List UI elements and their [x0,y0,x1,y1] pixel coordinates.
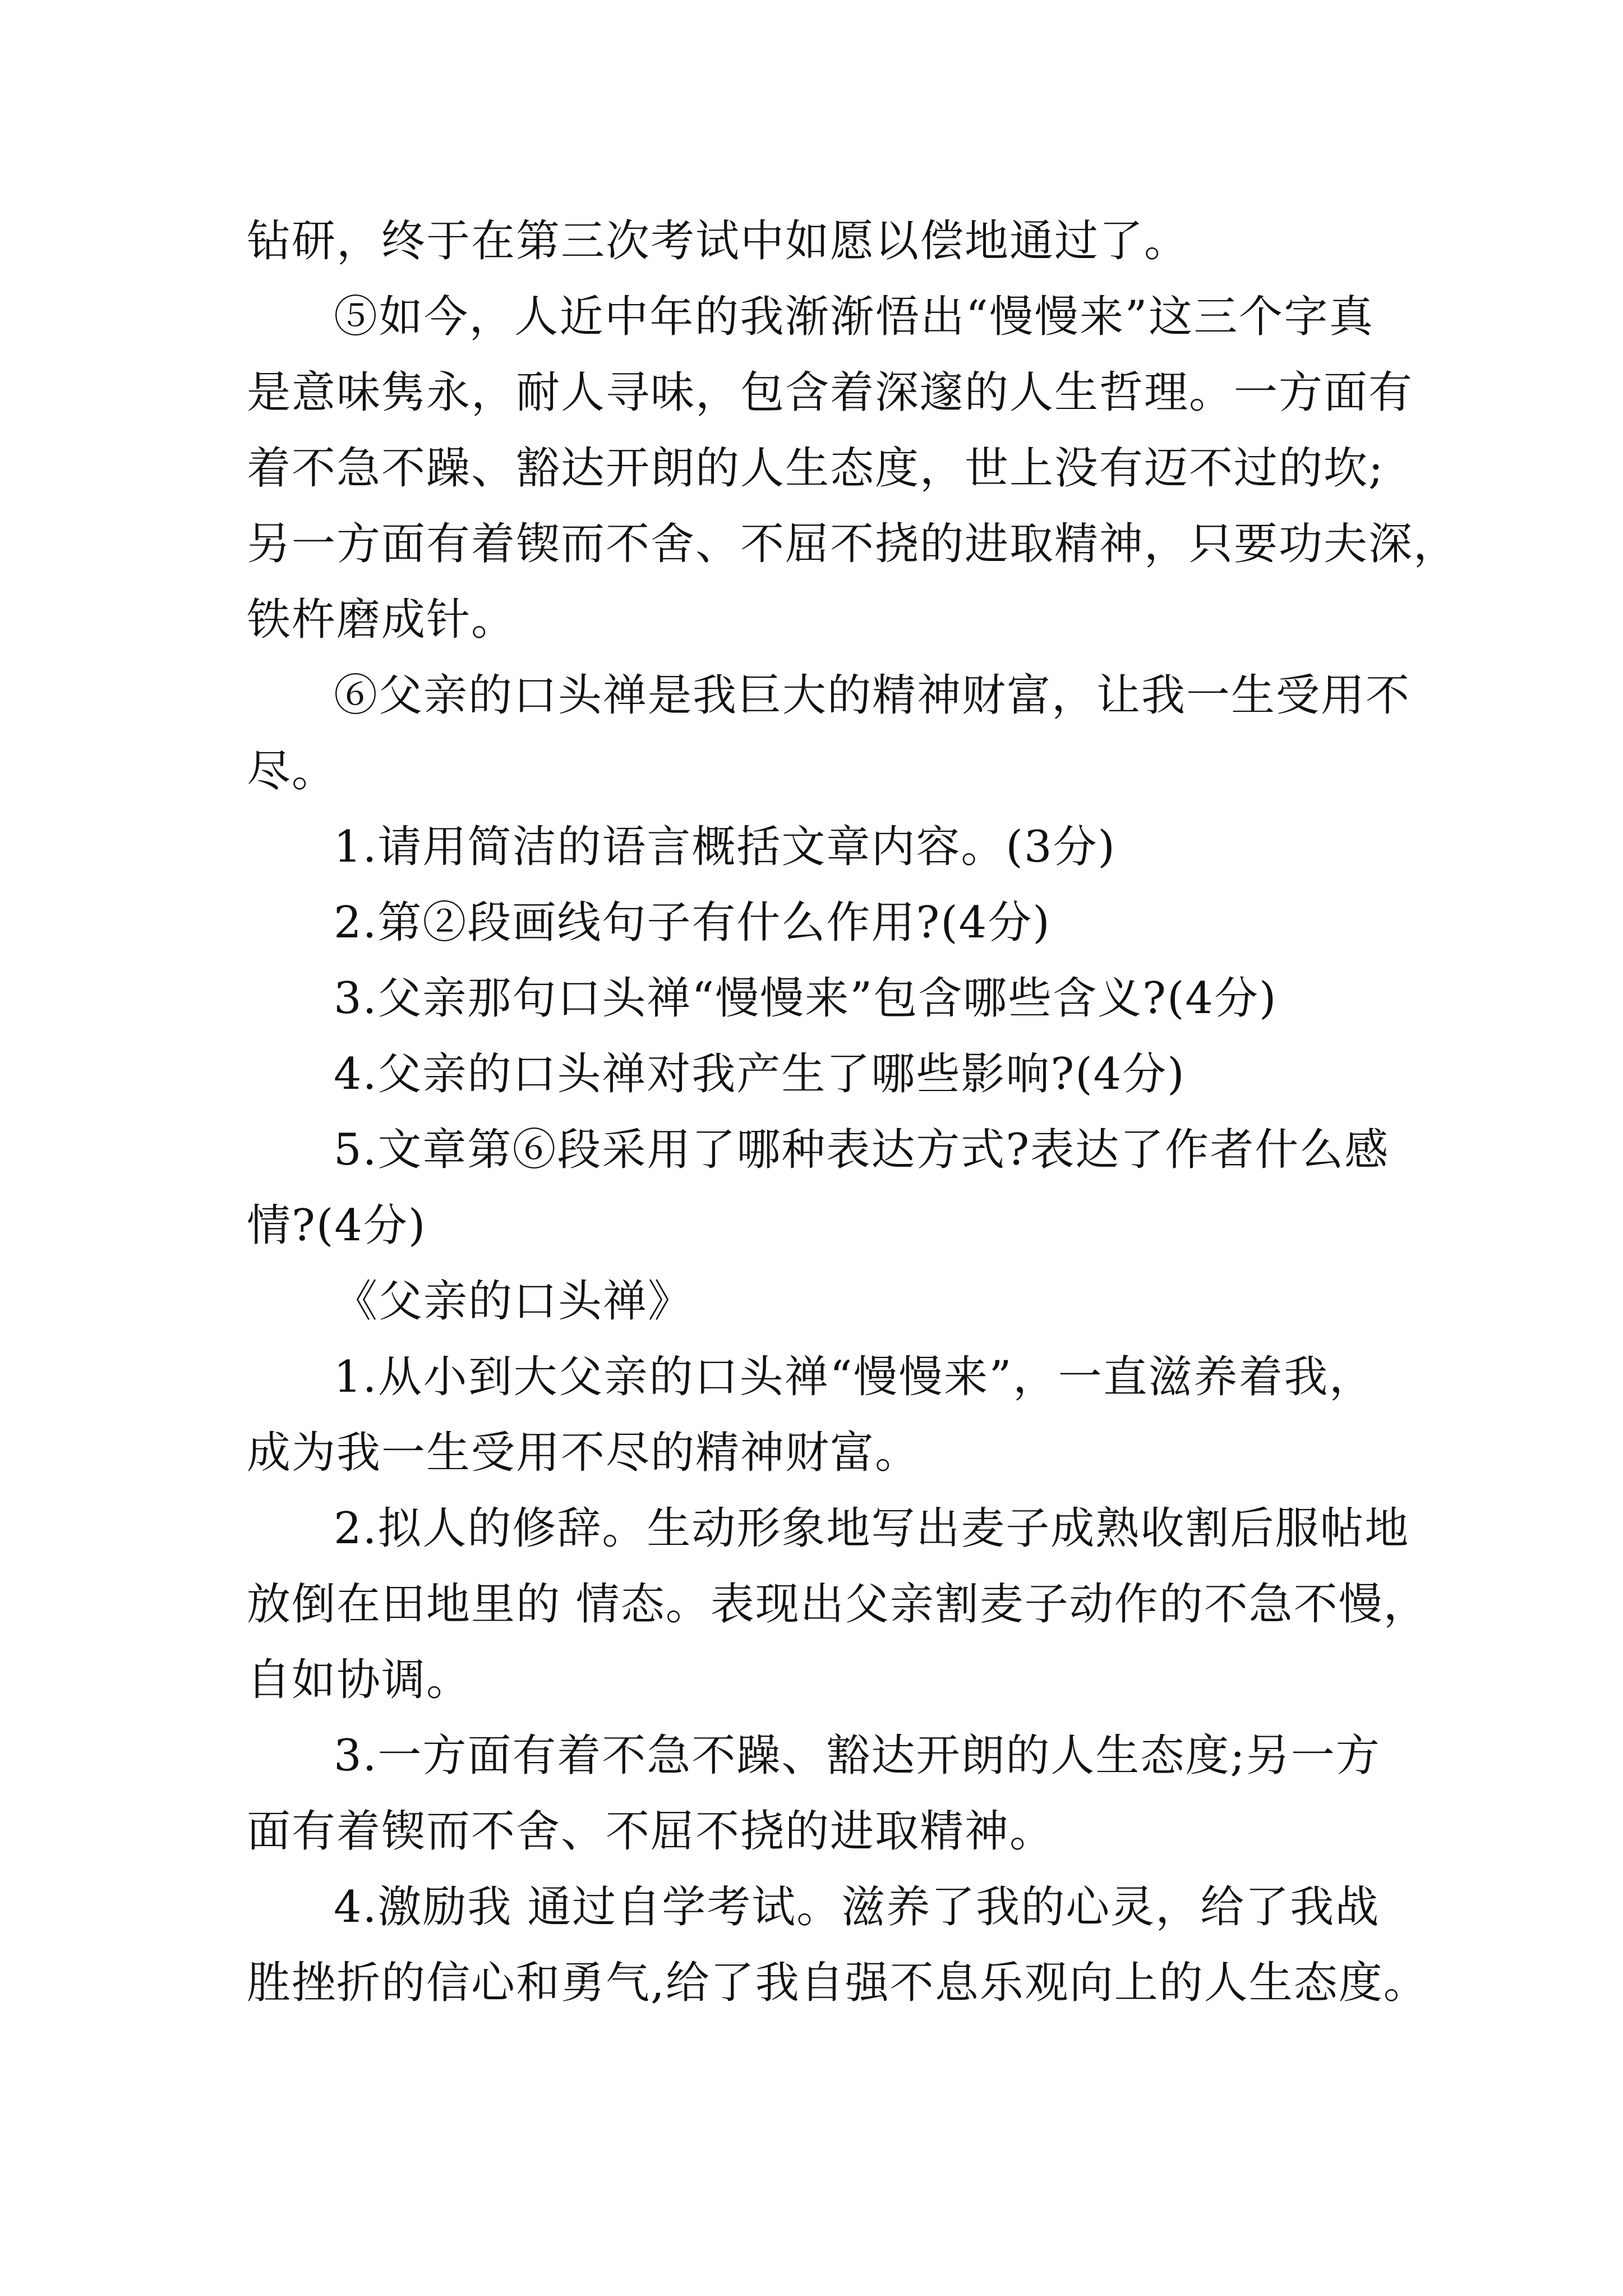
answer-2: 2.拟人的修辞。生动形象地写出麦子成熟收割后服帖地 [334,1503,1410,1554]
answer-title: 《父亲的口头禅》 [334,1276,693,1327]
question-1: 1.请用简洁的语言概括文章内容。(3分) [334,822,1116,872]
question-3: 3.父亲那句口头禅“慢慢来”包含哪些含义?(4分) [334,973,1278,1024]
text-line: 尽。 [247,746,337,797]
text-line: 胜挫折的信心和勇气,给了我自强不息乐观向上的人生态度。 [247,1958,1428,2008]
text-line: 钻研，终于在第三次考试中如愿以偿地通过了。 [247,216,1189,266]
text-line: 另一方面有着锲而不舍、不屈不挠的进取精神，只要功夫深， [247,519,1459,569]
text-line: 自如协调。 [247,1655,472,1705]
text-line: 着不急不躁、豁达开朗的人生态度，世上没有迈不过的坎; [247,443,1385,494]
answer-1: 1.从小到大父亲的口头禅“慢慢来”，一直滋养着我， [334,1352,1374,1402]
text-line: 是意味隽永，耐人寻味，包含着深邃的人生哲理。一方面有 [247,367,1414,418]
answer-3: 3.一方面有着不急不躁、豁达开朗的人生态度;另一方 [334,1731,1381,1781]
paragraph-5-start: ⑤如今，人近中年的我渐渐悟出“慢慢来”这三个字真 [334,292,1374,342]
question-5: 5.文章第⑥段采用了哪种表达方式?表达了作者什么感 [334,1125,1390,1175]
question-4: 4.父亲的口头禅对我产生了哪些影响?(4分) [334,1049,1186,1099]
answer-4: 4.激励我 通过自学考试。滋养了我的心灵，给了我战 [334,1882,1380,1932]
text-line: 铁杵磨成针。 [247,595,517,645]
text-line: 放倒在田地里的 情态。表现出父亲割麦子动作的不急不慢， [247,1579,1428,1630]
text-line: 情?(4分) [247,1200,427,1251]
text-line: 成为我一生受用不尽的精神财富。 [247,1428,920,1478]
paragraph-6-start: ⑥父亲的口头禅是我巨大的精神财富，让我一生受用不 [334,670,1411,721]
question-2: 2.第②段画线句子有什么作用?(4分) [334,898,1051,948]
text-line: 面有着锲而不舍、不屈不挠的进取精神。 [247,1806,1055,1857]
